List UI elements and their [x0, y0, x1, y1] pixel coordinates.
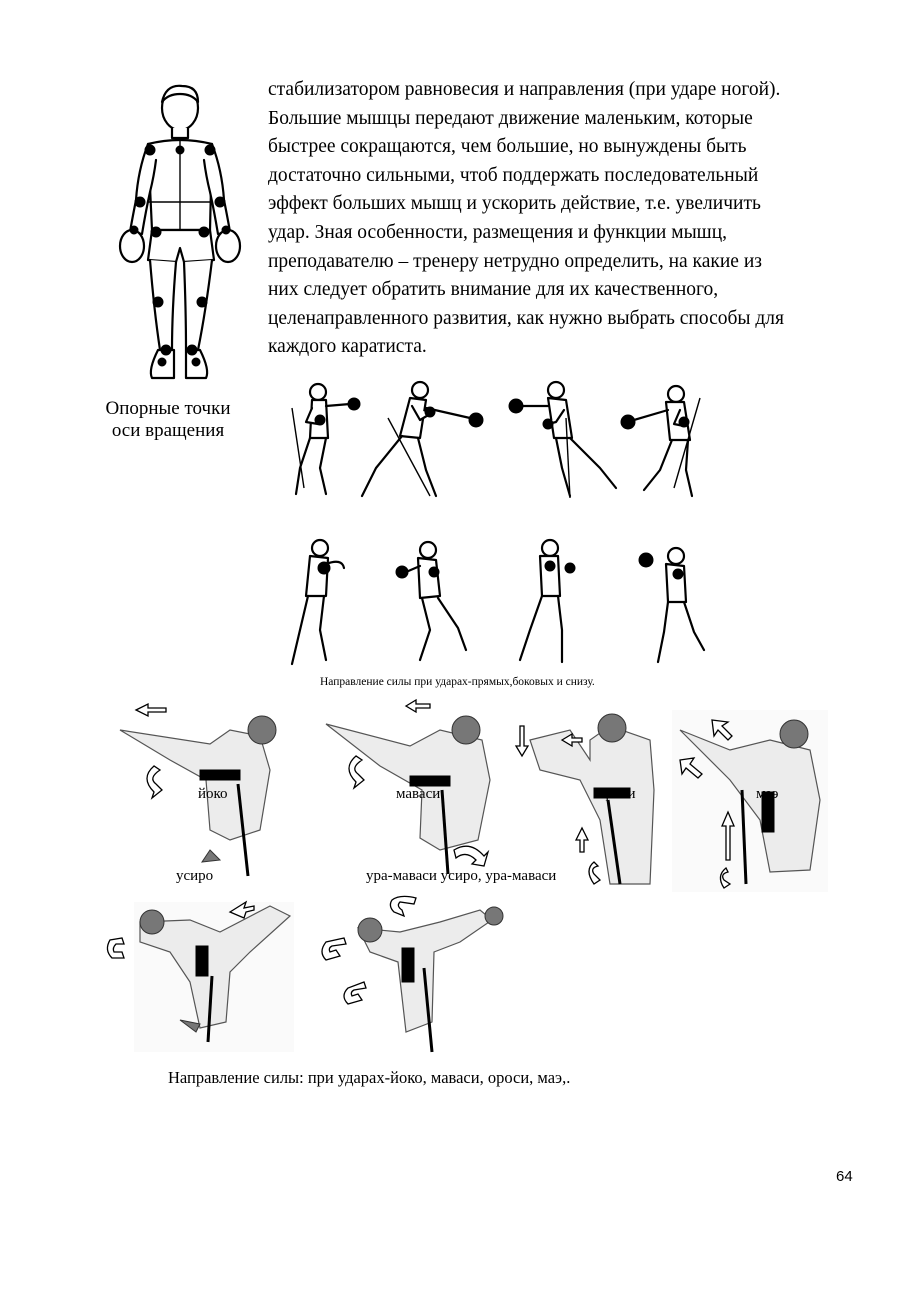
paragraph-line: них следует обратить внимание для их качественного, [268, 279, 719, 301]
pivot-figure-caption [88, 398, 248, 442]
boxer-figure-1 [292, 384, 360, 494]
paragraph-line: эффект больших мышц и ускорить действие, т.е. увеличить [268, 193, 761, 215]
punch-diagrams-row-2 [280, 538, 720, 670]
boxer-figure-4 [621, 386, 700, 496]
boxer-figure-2 [362, 382, 483, 496]
page-number: 64 [836, 1168, 853, 1185]
paragraph-line: целенаправленного развития, как нужно выбрать способы для [268, 307, 784, 329]
paragraph-line: быстрее сокращаются, чем большие, но вынуждены быть [268, 136, 747, 158]
kick-photos-row-2 [100, 892, 520, 1064]
paragraph-line: каждого каратиста. [268, 336, 427, 358]
caption-line: Опорные точки [105, 398, 231, 419]
kick-label-yoko: йоко [198, 786, 228, 802]
kick-caption: Направление силы: при ударах-йоко, маваси, ороси, маэ,. [168, 1068, 571, 1087]
kick-photo-ushiro [107, 902, 294, 1052]
kick-label-ura-mawashi: ура-маваси усиро, ура-маваси [366, 868, 557, 884]
body-paragraph [268, 76, 868, 362]
paragraph-line: Большие мышцы передают движение маленьким, которые [268, 107, 753, 129]
paragraph-line: стабилизатором равновесия и направления (при ударе ногой). [268, 79, 781, 100]
kick-photo-ura-mawashi [322, 896, 503, 1052]
boxing-caption: Направление силы при ударах-прямых,боковых и снизу. [320, 676, 595, 688]
punch-diagrams-row-1 [270, 378, 750, 506]
boxer-figure-8 [639, 548, 704, 662]
paragraph-line: преподавателю – тренеру нетрудно определить, на какие из [268, 250, 762, 272]
caption-line: оси вращения [111, 420, 225, 441]
boxer-figure-7 [520, 540, 575, 662]
kick-label-mae: маэ [756, 786, 779, 802]
kick-label-mawashi: маваси [396, 786, 441, 802]
pivot-points-figure [100, 80, 260, 390]
boxer-figure-6 [396, 542, 466, 660]
kick-photo-mae [672, 710, 828, 892]
paragraph-line: достаточно сильными, чтоб поддержать последовательный [268, 164, 759, 186]
boxer-figure-3 [509, 382, 616, 498]
kick-label-oroshi: ороси [598, 786, 636, 802]
boxer-figure-5 [292, 540, 344, 664]
paragraph-line: удар. Зная особенности, размещения и функции мышц, [268, 221, 728, 243]
kick-label-ushiro: усиро [176, 868, 214, 884]
